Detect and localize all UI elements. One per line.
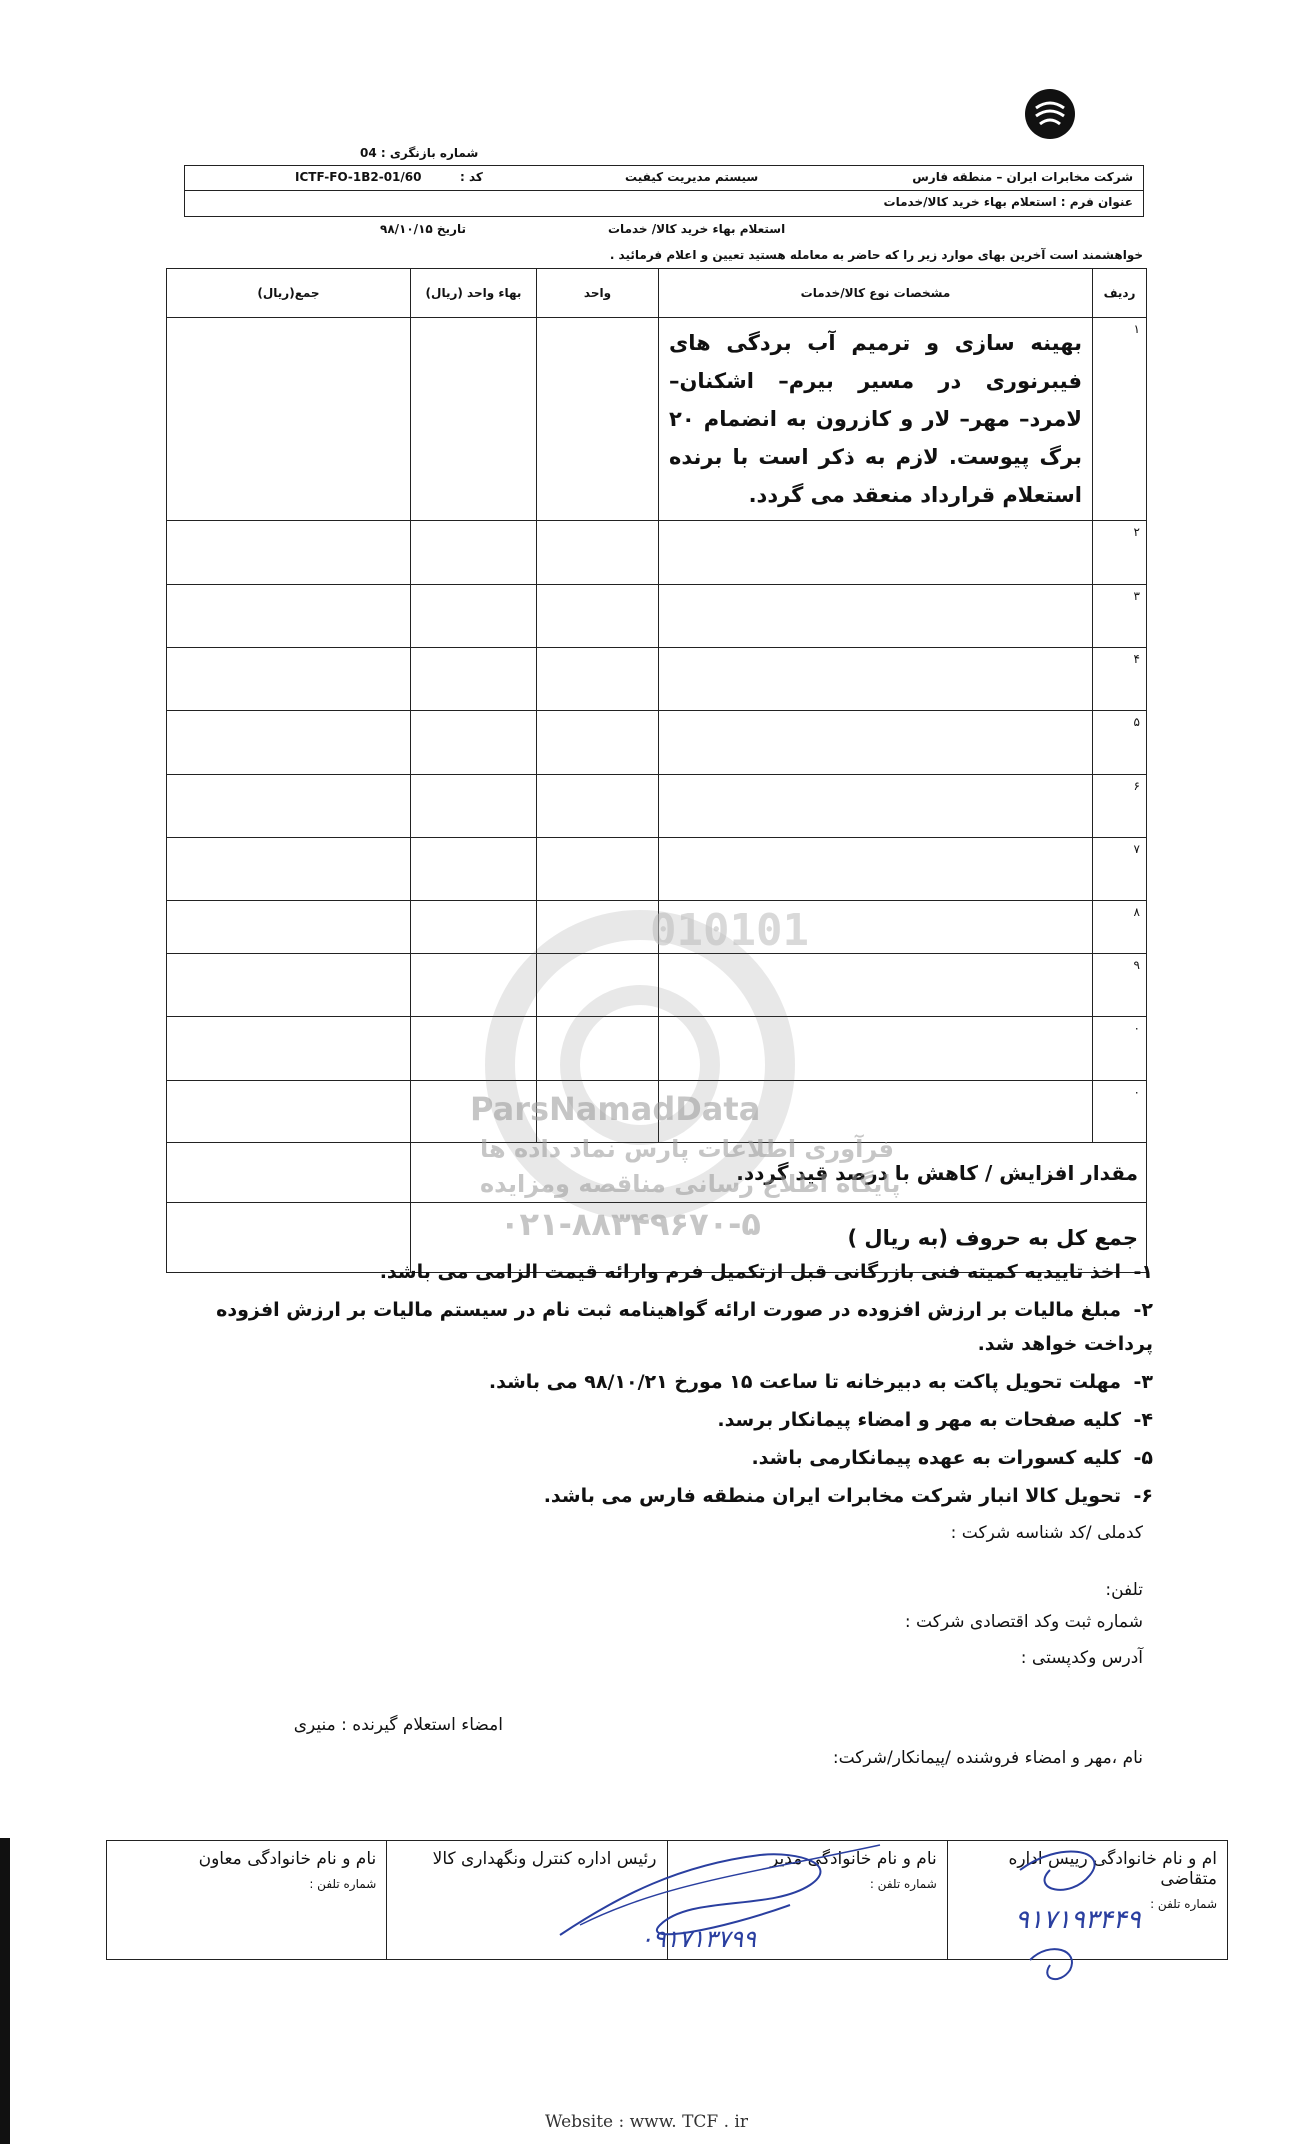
row-number: ۴: [1093, 648, 1147, 711]
header-description: مشخصات نوع کالا/خدمات: [659, 269, 1093, 318]
table-row: [167, 711, 1147, 775]
revision-number: شماره بازنگری : 04: [360, 146, 479, 160]
row-number: ۰: [1093, 1081, 1147, 1143]
code-value: ICTF-FO-1B2-01/60: [295, 170, 422, 184]
list-item: ۴-کلیه صفحات به مهر و امضاء پیمانکار برسد.: [717, 1409, 1153, 1431]
seller-signature: نام ،مهر و امضاء فروشنده /پیمانکار/شرکت:: [832, 1748, 1143, 1768]
inquiry-title: استعلام بهاء خرید کالا/ خدمات: [608, 222, 786, 236]
handwritten-signature: [540, 1835, 920, 1955]
list-item: ۲-مبلغ مالیات بر ارزش افزوده در صورت ارائه گواهینامه ثبت نام در سیستم مالیات بر ارزش افزوده پرداخت خواهد شد.: [216, 1299, 1153, 1355]
table-row: [167, 775, 1147, 838]
table-row: [167, 318, 1147, 521]
item-description: بهینه سازی و ترمیم آب بردگی های فیبرنوری در مسیر بیرم– اشکنان– لامرد– مهر– لار و کازرون به انضمام ۲۰ برگ پیوست. لازم به ذکر است با برنده استعلام قرارداد منعقد می گردد.: [659, 318, 1093, 521]
watermark-line2: پایگاه اطلاع رسانی مناقصه ومزایده: [480, 1170, 901, 1198]
watermark-binary: 010101: [650, 905, 809, 956]
watermark-line1: فرآوری اطلاعات پارس نماد داده ها: [480, 1135, 895, 1163]
phone-field: تلفن:: [1105, 1580, 1143, 1600]
terms-list: [153, 1255, 1153, 1517]
address-field: آدرس وکدپستی :: [1020, 1648, 1143, 1668]
scan-edge-bar: [0, 1838, 10, 2144]
handwritten-phone-1: ۹۱۷۱۹۳۴۴۹: [1015, 1905, 1141, 1935]
company-name: شرکت مخابرات ایران – منطقه فارس: [912, 170, 1133, 184]
signature-cell: نام و نام خانوادگی معاون شماره تلفن :: [107, 1841, 387, 1960]
row-number: ۲: [1093, 521, 1147, 585]
list-item: ۶-تحویل کالا انبار شرکت مخابرات ایران منطقه فارس می باشد.: [543, 1485, 1153, 1507]
row-number: ۵: [1093, 711, 1147, 775]
watermark-brand: ParsNamadData: [470, 1090, 761, 1128]
row-number: ۹: [1093, 954, 1147, 1017]
header-unit-price: بهاء واحد (ریال): [411, 269, 537, 318]
inquiry-date: تاریخ ۹۸/۱۰/۱۵: [380, 222, 466, 236]
signature-cell: ام و نام خانوادگی رییس اداره متقاضی شماره تلفن :: [947, 1841, 1227, 1960]
form-header-box: [184, 165, 1144, 217]
header-total: جمع(ریال): [167, 269, 411, 318]
row-number: ۰: [1093, 1017, 1147, 1081]
table-header-row: [167, 269, 1147, 318]
watermark-phone: ۰۲۱-۸۸۳۴۹۶۷۰-۵: [500, 1205, 761, 1243]
handwritten-initials: [1000, 1830, 1150, 1990]
quality-system: سیستم مدیریت کیفیت: [625, 170, 759, 184]
code-label: کد :: [460, 170, 483, 184]
request-text: خواهشمند است آخرین بهای موارد زیر را که حاضر به معامله هستید تعیین و اعلام فرمائید .: [609, 248, 1143, 262]
signature-cell: رئیس اداره کنترل ونگهداری کالا: [387, 1841, 667, 1960]
table-row: [167, 521, 1147, 585]
row-number: ۳: [1093, 585, 1147, 648]
row-number: ۸: [1093, 901, 1147, 954]
row-number: ۶: [1093, 775, 1147, 838]
inquirer-signature: امضاء استعلام گیرنده : منیری: [293, 1715, 503, 1735]
increase-decrease-note: مقدار افزایش / کاهش با درصد قید گردد.: [411, 1143, 1147, 1203]
table-row: [167, 585, 1147, 648]
header-unit: واحد: [537, 269, 659, 318]
total-in-words-label: جمع کل به حروف (به ریال ): [411, 1203, 1147, 1273]
list-item: ۳-مهلت تحویل پاکت به دبیرخانه تا ساعت ۱۵ مورخ ۹۸/۱۰/۲۱ می باشد.: [488, 1371, 1153, 1393]
list-item: ۵-کلیه کسورات به عهده پیمانکارمی باشد.: [751, 1447, 1153, 1469]
table-row: [167, 648, 1147, 711]
handwritten-phone-2: ۰۹۱۷۱۳۷۹۹: [640, 1925, 757, 1953]
list-item: ۱-اخذ تاییدیه کمیته فنی بازرگانی قبل ازتکمیل فرم وارائه قیمت الزامی می باشد.: [379, 1261, 1153, 1283]
signature-cell: نام و نام خانوادگی مدیر شماره تلفن :: [667, 1841, 947, 1960]
form-title: عنوان فرم : استعلام بهاء خرید کالا/خدمات: [883, 195, 1133, 209]
footer-website: Website : www. TCF . ir: [545, 2112, 748, 2132]
table-row: [167, 838, 1147, 901]
registration-field: شماره ثبت وکد اقتصادی شرکت :: [904, 1612, 1143, 1632]
row-number: ۷: [1093, 838, 1147, 901]
header-row-number: ردیف: [1093, 269, 1147, 318]
row-number: ۱: [1093, 318, 1147, 521]
company-logo: [1024, 88, 1076, 140]
national-id-field: کدملی /کد شناسه شرکت :: [950, 1523, 1143, 1543]
